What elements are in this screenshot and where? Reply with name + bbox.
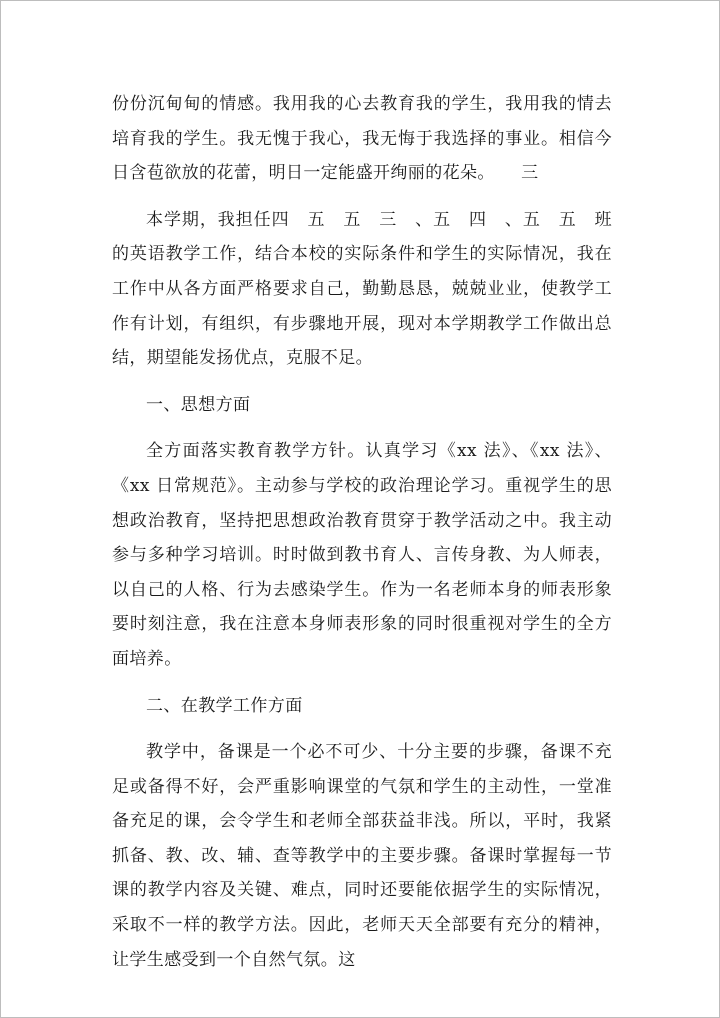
- section-heading-thought: 一、思想方面: [146, 394, 251, 415]
- paragraph-teaching: 教学中，备课是一个必不可少、十分主要的步骤，备课不充足或备得不好，会严重影响课堂的气氛和学生的主动性，一堂准备充足的课，会令学生和老师全部获益非浅。所以，平时，我紧抓备、教、改、辅、查等教学中的主要步骤。备课时掌握每一节课的教学内容及关键、难点，同时还要能依据学生的实际情况，采取不一样的教学方法。因此，老师天天全部要有充分的精神，让学生感受到一个自然气氛。这: [112, 742, 612, 970]
- document-body: [112, 87, 612, 989]
- paragraph-thought: 全方面落实教育教学方针。认真学习《xx 法》、《xx 法》、《xx 日常规范》。主动参与学校的政治理论学习。重视学生的思想政治教育，坚持把思想政治教育贯穿于教学活动之中。我主动参与多种学习培训。时时做到教书育人、言传身教、为人师表，以自己的人格、行为去感染学生。作为一名老师本身的师表形象要时刻注意，我在注意本身师表形象的同时很重视对学生的全方面培养。: [112, 441, 612, 669]
- paragraph-continuation: 份份沉甸甸的情感。我用我的心去教育我的学生，我用我的情去培育我的学生。我无愧于我心，我无悔于我选择的事业。相信今日含苞欲放的花蕾，明日一定能盛开绚丽的花朵。 三: [112, 94, 612, 184]
- section-heading-teaching: 二、在教学工作方面: [146, 695, 303, 716]
- paragraph-duties: 本学期，我担任四 五 五 三 、五 四 、五 五 班的英语教学工作，结合本校的实际条件和学生的实际情况，我在工作中从各方面严格要求自己，勤勤恳恳，兢兢业业，使教学工作有计划，有组织，有步骤地开展，现对本学期教学工作做出总结，期望能发扬优点，克服不足。: [112, 209, 612, 369]
